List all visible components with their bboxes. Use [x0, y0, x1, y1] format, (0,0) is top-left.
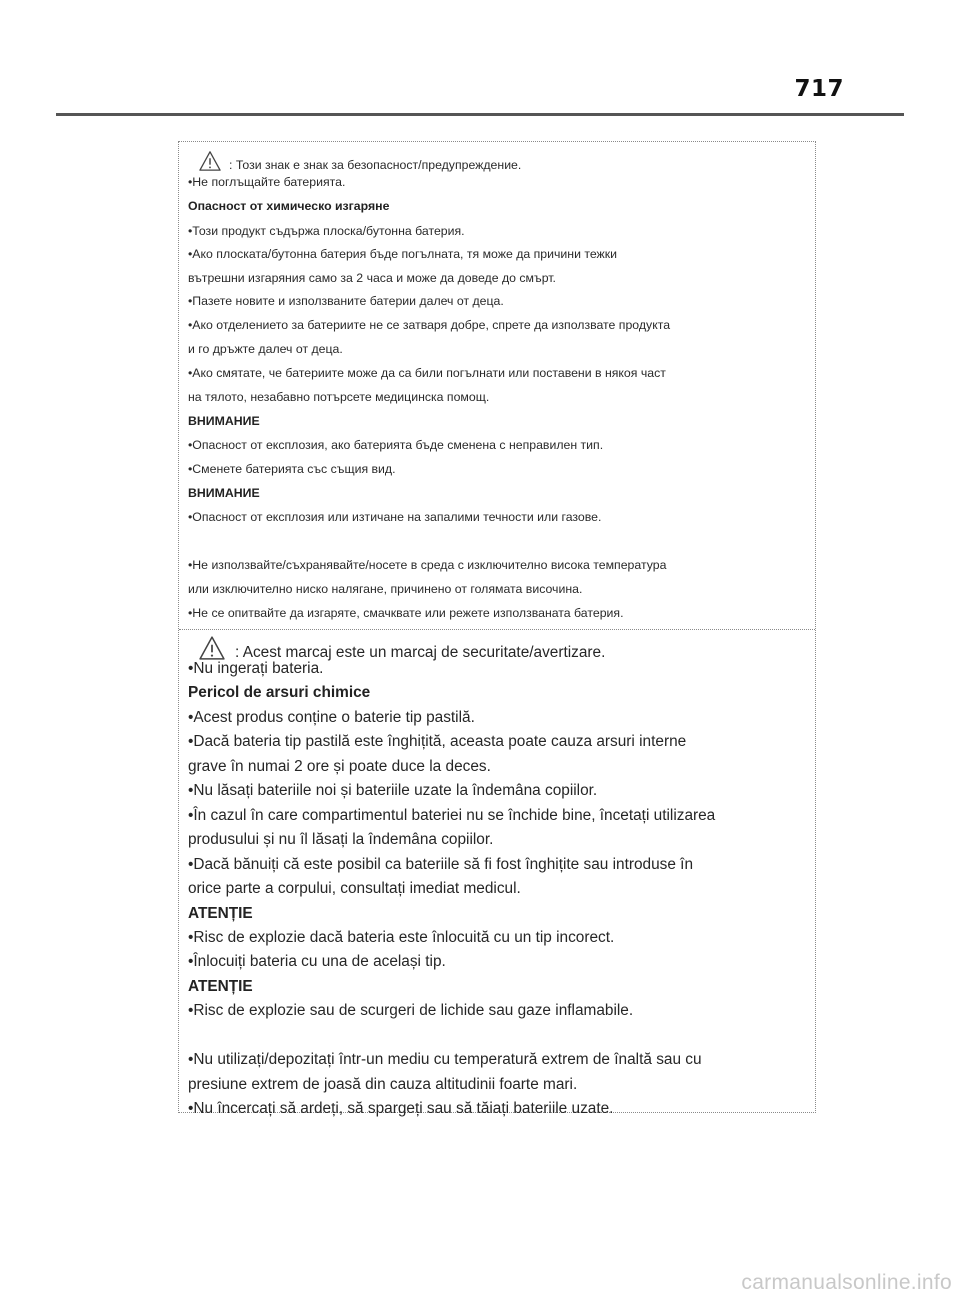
bulgarian-text-line	[188, 366, 666, 380]
watermark: carmanualsonline.info	[741, 1271, 952, 1294]
romanian-text-line	[188, 709, 475, 727]
bulgarian-line-text: : Този знак е знак за безопасност/предупреждение.	[229, 158, 522, 172]
bulgarian-line-text: или изключително ниско налягане, причинено от голямата височина.	[188, 582, 583, 596]
romanian-line-text: •Înlocuiți bateria cu una de același tip.	[188, 953, 446, 970]
bulgarian-text-line	[188, 318, 670, 332]
romanian-line-text: grave în numai 2 ore și poate duce la deces.	[188, 758, 491, 775]
romanian-line-text: •Acest produs conține o baterie tip pastilă.	[188, 709, 475, 726]
romanian-line-text: •Nu utilizați/depozitați într-un mediu cu temperatură extrem de înaltă sau cu	[188, 1051, 702, 1068]
bulgarian-line-text: ВНИМАНИЕ	[188, 414, 260, 428]
bulgarian-line-text: на тялото, незабавно потърсете медицинска помощ.	[188, 390, 490, 404]
romanian-text-line	[188, 1051, 702, 1069]
bulgarian-text-line	[188, 175, 345, 189]
romanian-line-text: •Nu ingerați bateria.	[188, 660, 324, 677]
romanian-text-line	[188, 733, 686, 751]
bulgarian-line-text: •Не използвайте/съхранявайте/носете в среда с изключително висока температура	[188, 558, 667, 572]
bulgarian-line-text: •Сменете батерията със същия вид.	[188, 462, 396, 476]
romanian-text-line	[188, 758, 491, 776]
romanian-line-text: •În cazul în care compartimentul bateriei nu se închide bine, încetați utilizarea	[188, 807, 716, 824]
romanian-line-text: •Nu lăsați bateriile noi și bateriile uzate la îndemâna copiilor.	[188, 782, 598, 799]
romanian-line-text: produsului și nu îl lăsați la îndemâna copiilor.	[188, 831, 494, 848]
romanian-text-line	[188, 782, 597, 800]
romanian-heading	[188, 905, 253, 923]
bulgarian-line-text: •Този продукт съдържа плоска/бутонна батерия.	[188, 224, 465, 238]
bulgarian-text-line	[188, 271, 556, 285]
bulgarian-text-line	[188, 510, 601, 524]
header-rule	[56, 113, 904, 116]
bulgarian-text-line	[188, 294, 504, 308]
bulgarian-line-text: •Не се опитвайте да изгаряте, смачквате или режете използваната батерия.	[188, 606, 624, 620]
romanian-text-line	[188, 1002, 633, 1020]
romanian-line-text: Pericol de arsuri chimice	[188, 684, 371, 701]
warning-triangle-icon	[199, 150, 221, 175]
romanian-line-text: •Dacă bănuiți că este posibil ca bateriile să fi fost înghițite sau introduse în	[188, 856, 694, 873]
bulgarian-line-text: •Ако смятате, че батериите може да са били погълнати или поставени в някоя част	[188, 366, 666, 380]
bulgarian-line-text: Опасност от химическо изгаряне	[188, 199, 390, 213]
romanian-line-text: •Dacă bateria tip pastilă este înghițită, aceasta poate cauza arsuri interne	[188, 733, 687, 750]
romanian-line-text: presiune extrem de joasă din cauza altitudinii foarte mari.	[188, 1076, 578, 1093]
romanian-heading	[188, 684, 370, 702]
romanian-heading	[188, 978, 253, 996]
romanian-text-line	[188, 660, 323, 678]
bulgarian-line-text: и го дръжте далеч от деца.	[188, 342, 343, 356]
romanian-line-text: •Risc de explozie sau de scurgeri de lichide sau gaze inflamabile.	[188, 1002, 634, 1019]
romanian-text-line	[188, 807, 715, 825]
bulgarian-line-text: •Ако плоската/бутонна батерия бъде погълната, тя може да причини тежки	[188, 247, 618, 261]
bulgarian-text-line	[188, 247, 617, 261]
bulgarian-warning-line	[188, 150, 521, 175]
bulgarian-line-text: вътрешни изгаряния само за 2 часа и може да доведе до смърт.	[188, 271, 556, 285]
romanian-text-line	[188, 880, 521, 898]
romanian-line-text: •Nu încercați să ardeți, să spargeți sau să tăiați bateriile uzate.	[188, 1100, 614, 1117]
bulgarian-line-text: •Опасност от експлозия, ако батерията бъде сменена с неправилен тип.	[188, 438, 604, 452]
bulgarian-line-text: •Пазете новите и използваните батерии далеч от деца.	[188, 294, 504, 308]
page-number: 717	[794, 76, 844, 102]
bulgarian-line-text: •Ако отделението за батериите не се затваря добре, спрете да използвате продукта	[188, 318, 671, 332]
romanian-line-text: ATENȚIE	[188, 978, 253, 995]
bulgarian-text-line	[188, 582, 582, 596]
bulgarian-heading	[188, 486, 260, 500]
bulgarian-text-line	[188, 606, 624, 620]
bulgarian-text-line	[188, 462, 396, 476]
bulgarian-text-line	[188, 390, 489, 404]
romanian-text-line	[188, 929, 614, 947]
bulgarian-section	[179, 142, 815, 628]
bulgarian-text-line	[188, 342, 343, 356]
romanian-line-text: orice parte a corpului, consultați imediat medicul.	[188, 880, 521, 897]
bulgarian-heading	[188, 199, 389, 213]
bulgarian-heading	[188, 414, 260, 428]
romanian-line-text: : Acest marcaj este un marcaj de securitate/avertizare.	[235, 644, 606, 661]
bulgarian-line-text: •Не поглъщайте батерията.	[188, 175, 346, 189]
romanian-text-line	[188, 856, 693, 874]
bulgarian-text-line	[188, 438, 603, 452]
romanian-line-text: ATENȚIE	[188, 905, 253, 922]
romanian-section	[179, 629, 815, 1115]
romanian-text-line	[188, 1076, 577, 1094]
romanian-text-line	[188, 953, 446, 971]
romanian-line-text: •Risc de explozie dacă bateria este înlocuită cu un tip incorect.	[188, 929, 615, 946]
bulgarian-line-text: ВНИМАНИЕ	[188, 486, 260, 500]
romanian-text-line	[188, 831, 493, 849]
romanian-text-line	[188, 1100, 613, 1118]
bulgarian-line-text: •Опасност от експлозия или изтичане на запалими течности или газове.	[188, 510, 602, 524]
bulgarian-text-line	[188, 558, 666, 572]
safety-notice-frame	[178, 141, 816, 1117]
bulgarian-text-line	[188, 224, 465, 238]
